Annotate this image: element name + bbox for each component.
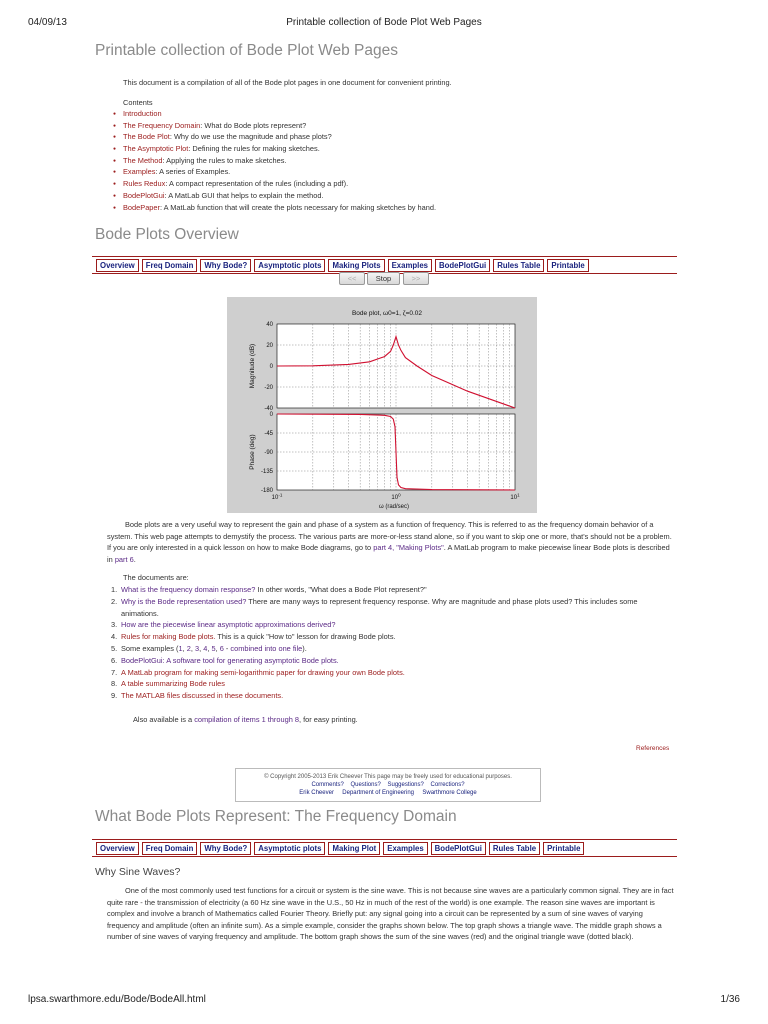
list-item: 9. The MATLAB files discussed in these documents. <box>111 691 284 701</box>
list-item: 8. A table summarizing Bode rules <box>111 679 225 689</box>
list-item: ● BodePlotGui: A MatLab GUI that helps to explain the method. <box>113 190 436 202</box>
y-tick-label: 0 <box>269 364 273 370</box>
tab-examples[interactable]: Examples <box>388 259 432 272</box>
list-item: 6. BodePlotGui: A software tool for generating asymptotic Bode plots. <box>111 655 339 665</box>
example-link[interactable]: 5 <box>211 643 216 653</box>
tab-examples[interactable]: Examples <box>383 842 427 855</box>
overview-paragraph: Bode plots are a very useful way to represent the gain and phase of a system as a function of frequency. This is referred to as the frequency domain behavior of a system. This web page attempts to demystify the process. The various parts are more-or-less stand alone, so if you want to skip one or more, that's should not be a problem. If you are only interested in a quick lesson on how to make Bode diagrams, go to part 4, "Making Plots". A MatLab program to make piecewise linear Bode plots is described in part 6. <box>107 520 672 564</box>
contents-link[interactable]: The Frequency Domain <box>123 120 201 130</box>
part6-link[interactable]: part 6 <box>114 554 134 564</box>
list-item: 7. A MatLab program for making semi-logarithmic paper for drawing your own Bode plots. <box>111 667 405 677</box>
contents-link[interactable]: The Method <box>123 155 163 165</box>
phase-panel <box>249 412 520 501</box>
magnitude-panel <box>249 322 515 412</box>
tab-asymptotic-plots[interactable]: Asymptotic plots <box>254 842 325 855</box>
tab-rules-table[interactable]: Rules Table <box>493 259 544 272</box>
comments-link[interactable]: Comments? <box>311 782 344 788</box>
copyright-box <box>235 768 541 802</box>
making-plots-link[interactable]: part 4, "Making Plots" <box>373 543 444 553</box>
section-title-overview: Bode Plots Overview <box>95 226 239 243</box>
tab-printable[interactable]: Printable <box>543 842 584 855</box>
copyright-line: © Copyright 2005-2013 Erik Cheever This page may be freely used for educational purposes. <box>264 774 512 780</box>
contents-list <box>113 108 436 213</box>
suggestions-link[interactable]: Suggestions? <box>387 782 424 788</box>
contents-link[interactable]: Examples <box>123 167 156 177</box>
feedback-links <box>236 781 540 789</box>
prev-button[interactable]: << <box>339 272 365 285</box>
magnitude-axis-label: Magnitude (dB) <box>249 343 256 389</box>
list-item: ● The Bode Plot: Why do we use the magnitude and phase plots? <box>113 131 436 143</box>
x-axis-label: ω (rad/sec) <box>378 504 410 510</box>
tab-why-bode[interactable]: Why Bode? <box>200 842 251 855</box>
list-item: ● Rules Redux: A compact representation of the rules (including a pdf). <box>113 178 436 190</box>
print-date: 04/09/13 <box>28 17 67 28</box>
tab-freq-domain[interactable]: Freq Domain <box>142 842 198 855</box>
phase-axis-label: Phase (deg) <box>249 434 256 470</box>
doc-link[interactable]: Why is the Bode representation used? <box>121 596 247 606</box>
example-link[interactable]: 2 <box>186 643 191 653</box>
list-item <box>113 108 436 120</box>
list-item: 2. Why is the Bode representation used? There are many ways to represent frequency response. Why are magnitude and phase plots used? This includes some animations. <box>111 596 638 618</box>
y-tick-label: -135 <box>260 469 273 475</box>
list-item: ● BodePaper: A MatLab function that will create the plots necessary for making sketches by hand. <box>113 202 436 214</box>
x-tick-label: $10^{-1}$ <box>271 492 283 501</box>
y-tick-label: -40 <box>264 406 273 412</box>
list-item: 4. Rules for making Bode plots. This is a quick "How to" lesson for drawing Bode plots. <box>111 632 396 642</box>
y-tick-label: 40 <box>266 322 273 328</box>
nav-bar-2 <box>92 839 677 857</box>
subsection-title: Why Sine Waves? <box>95 866 181 878</box>
example-link[interactable]: 4 <box>203 643 208 653</box>
doc-link[interactable]: BodePlotGui: A software tool for generating asymptotic Bode plots. <box>121 655 339 665</box>
also-available-text: Also available is a compilation of items 1 through 8, for easy printing. <box>133 715 358 724</box>
page-number: 1/36 <box>720 994 740 1005</box>
bode-chart <box>227 297 537 513</box>
tab-freq-domain[interactable]: Freq Domain <box>142 259 198 272</box>
tab-bodeplotgui[interactable]: BodePlotGui <box>431 842 486 855</box>
contents-link[interactable]: The Asymptotic Plot <box>123 144 189 154</box>
list-item: 3. How are the piecewise linear asymptotic approximations derived? <box>111 620 336 630</box>
author-link[interactable]: Erik Cheever <box>299 790 334 796</box>
y-tick-label: 0 <box>269 412 273 418</box>
print-title: Printable collection of Bode Plot Web Pages <box>286 17 482 28</box>
y-tick-label: 20 <box>266 343 273 349</box>
tab-overview[interactable]: Overview <box>96 259 139 272</box>
department-link[interactable]: Department of Engineering <box>342 790 415 796</box>
compilation-link[interactable]: compilation of items 1 through 8 <box>194 715 299 724</box>
tab-making-plots[interactable]: Making Plots <box>328 259 384 272</box>
stop-button[interactable]: Stop <box>367 272 400 285</box>
contents-label: Contents <box>123 98 153 107</box>
tab-making-plot[interactable]: Making Plot <box>328 842 380 855</box>
doc-link[interactable]: The MATLAB files discussed in these documents. <box>121 691 284 701</box>
contents-link[interactable]: Introduction <box>123 109 162 118</box>
college-link[interactable]: Swarthmore College <box>422 790 477 796</box>
contents-link[interactable]: The Bode Plot <box>123 132 170 142</box>
tab-bodeplotgui[interactable]: BodePlotGui <box>435 259 490 272</box>
list-item: ● The Frequency Domain: What do Bode plots represent? <box>113 120 436 132</box>
chart-title: Bode plot, ω0=1, ζ=0.02 <box>351 310 423 317</box>
tab-rules-table[interactable]: Rules Table <box>489 842 540 855</box>
next-button[interactable]: >> <box>403 272 429 285</box>
references-link[interactable]: References <box>636 745 670 752</box>
y-tick-label: -180 <box>260 488 273 494</box>
tab-why-bode[interactable]: Why Bode? <box>200 259 251 272</box>
contents-link[interactable]: Rules Redux <box>123 179 166 189</box>
x-tick-label: $10^1$ <box>510 492 520 501</box>
doc-link[interactable]: A MatLab program for making semi-logarithmic paper for drawing your own Bode plots. <box>121 667 405 677</box>
list-item: 1. What is the frequency domain response? In other words, "What does a Bode Plot represent?" <box>111 585 427 594</box>
example-link[interactable]: 3 <box>194 643 200 653</box>
doc-link[interactable]: A table summarizing Bode rules <box>121 679 225 689</box>
page-url: lpsa.swarthmore.edu/Bode/BodeAll.html <box>28 994 206 1005</box>
example-link[interactable]: 6 <box>219 643 224 653</box>
list-item: ● The Asymptotic Plot: Defining the rules for making sketches. <box>113 143 436 155</box>
questions-link[interactable]: Questions? <box>350 782 381 788</box>
author-links <box>236 789 540 797</box>
intro-text: This document is a compilation of all of the Bode plot pages in one document for convenient printing. <box>123 78 452 87</box>
tab-asymptotic-plots[interactable]: Asymptotic plots <box>254 259 325 272</box>
documents-label: The documents are: <box>123 573 189 582</box>
doc-link[interactable]: How are the piecewise linear asymptotic approximations derived? <box>121 620 336 630</box>
documents-list <box>111 584 677 702</box>
page-title: Printable collection of Bode Plot Web Pages <box>95 42 399 59</box>
list-item: ● The Method: Applying the rules to make sketches. <box>113 155 436 167</box>
doc-link[interactable]: Rules for making Bode plots. <box>121 632 216 642</box>
combined-file-link[interactable]: combined into one file <box>230 643 303 653</box>
corrections-link[interactable]: Corrections? <box>430 782 465 788</box>
list-item: ● Examples: A series of Examples. <box>113 166 436 178</box>
example-link[interactable]: 1 <box>178 643 183 653</box>
x-tick-label: $10^0$ <box>391 492 401 501</box>
y-tick-label: -20 <box>264 385 273 391</box>
tab-printable[interactable]: Printable <box>547 259 588 272</box>
contents-link[interactable]: BodePaper <box>123 202 160 212</box>
contents-link[interactable]: BodePlotGui <box>123 190 165 200</box>
tab-overview[interactable]: Overview <box>96 842 139 855</box>
section-title-frequency-domain: What Bode Plots Represent: The Frequency Domain <box>95 808 457 825</box>
y-tick-label: -90 <box>264 450 273 456</box>
sine-wave-paragraph: One of the most commonly used test functions for a circuit or system is the sine wave. This is not because sine waves are a particularly common signal. They are in fact quite rare - the transmission of electricity (a 60 Hz sine wave in the U.S., 50 Hz in much of the rest of the world) is one example. The reason sine waves are important is complex and involve a branch of Mathematics called Fourier Theory. Briefly put: any signal going into a circuit can be represented by a sum of sine waves of varying frequency and amplitude (often an infinite sum). As a simple example, consider the graphs shown below. The top graph shows a triangle wave. The middle graph shows a number of sine waves of varying frequency and amplitude. The bottom graph shows the sum of the sine waves (red) and the original triangle wave (dotted black). <box>107 886 674 942</box>
y-tick-label: -45 <box>264 431 273 437</box>
doc-link[interactable]: What is the frequency domain response? <box>121 585 256 594</box>
list-item: 5. Some examples (1, 2, 3, 4, 5, 6 - combined into one file). <box>111 643 307 653</box>
